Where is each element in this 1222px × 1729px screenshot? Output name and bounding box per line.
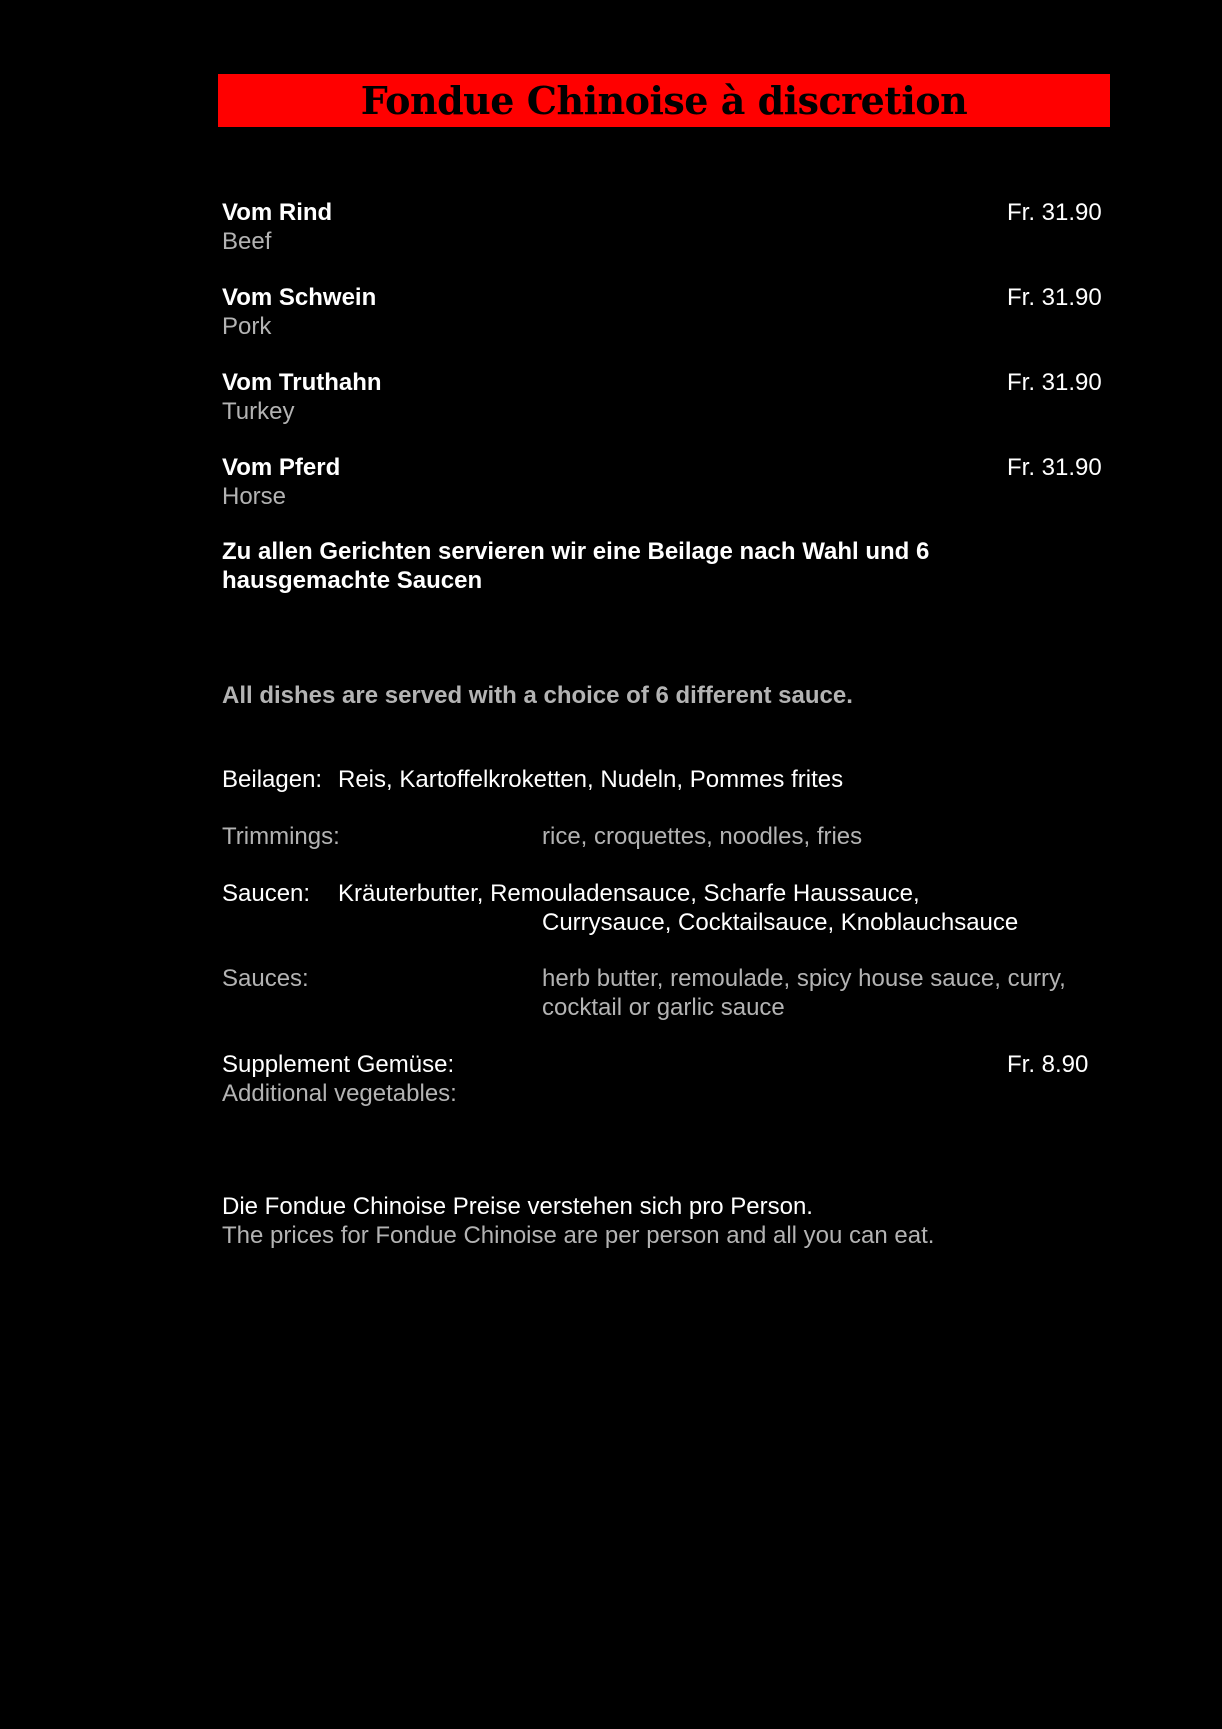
side-dish-note-de: Zu allen Gerichten servieren wir eine Beilage nach Wahl und 6 hausgemachte Saucen: [222, 538, 930, 594]
sauces-value-de-line2: Currysauce, Cocktailsauce, Knoblauchsauce: [542, 909, 1019, 936]
sides-label-en: Trimmings:: [222, 823, 340, 850]
supplement-price: Fr. 8.90: [1007, 1051, 1089, 1078]
item-name-de: Vom Truthahn: [222, 369, 382, 396]
menu-title: Fondue Chinoise à discretion: [360, 77, 968, 123]
sauces-value-en-line1: herb butter, remoulade, spicy house sauce, curry,: [542, 965, 1066, 992]
sauces-label-de: Saucen:: [222, 880, 311, 907]
sauces-value-en-line2: cocktail or garlic sauce: [542, 994, 785, 1021]
item-name-en: Horse: [222, 483, 287, 510]
item-price: Fr. 31.90: [1007, 369, 1102, 396]
item-name-en: Pork: [222, 313, 272, 340]
item-name-en: Beef: [222, 228, 272, 255]
title-banner: [218, 74, 1110, 127]
item-name-de: Vom Pferd: [222, 454, 341, 481]
item-name-de: Vom Schwein: [222, 284, 377, 311]
sauces-value-de-line1: Kräuterbutter, Remouladensauce, Scharfe Haussauce,: [338, 880, 920, 907]
supplement-label-en: Additional vegetables:: [222, 1080, 457, 1107]
footer-note-en: The prices for Fondue Chinoise are per person and all you can eat.: [222, 1222, 935, 1249]
sides-label-de: Beilagen:: [222, 766, 323, 793]
sides-value-de: Reis, Kartoffelkroketten, Nudeln, Pommes frites: [338, 766, 844, 793]
item-name-de: Vom Rind: [222, 199, 333, 226]
item-price: Fr. 31.90: [1007, 199, 1102, 226]
supplement-label-de: Supplement Gemüse:: [222, 1051, 455, 1078]
sauce-note-en: All dishes are served with a choice of 6 different sauce.: [222, 682, 853, 709]
item-price: Fr. 31.90: [1007, 284, 1102, 311]
sides-value-en: rice, croquettes, noodles, fries: [542, 823, 863, 850]
item-price: Fr. 31.90: [1007, 454, 1102, 481]
sauces-label-en: Sauces:: [222, 965, 309, 992]
footer-note-de: Die Fondue Chinoise Preise verstehen sich pro Person.: [222, 1193, 813, 1220]
item-name-en: Turkey: [222, 398, 295, 425]
